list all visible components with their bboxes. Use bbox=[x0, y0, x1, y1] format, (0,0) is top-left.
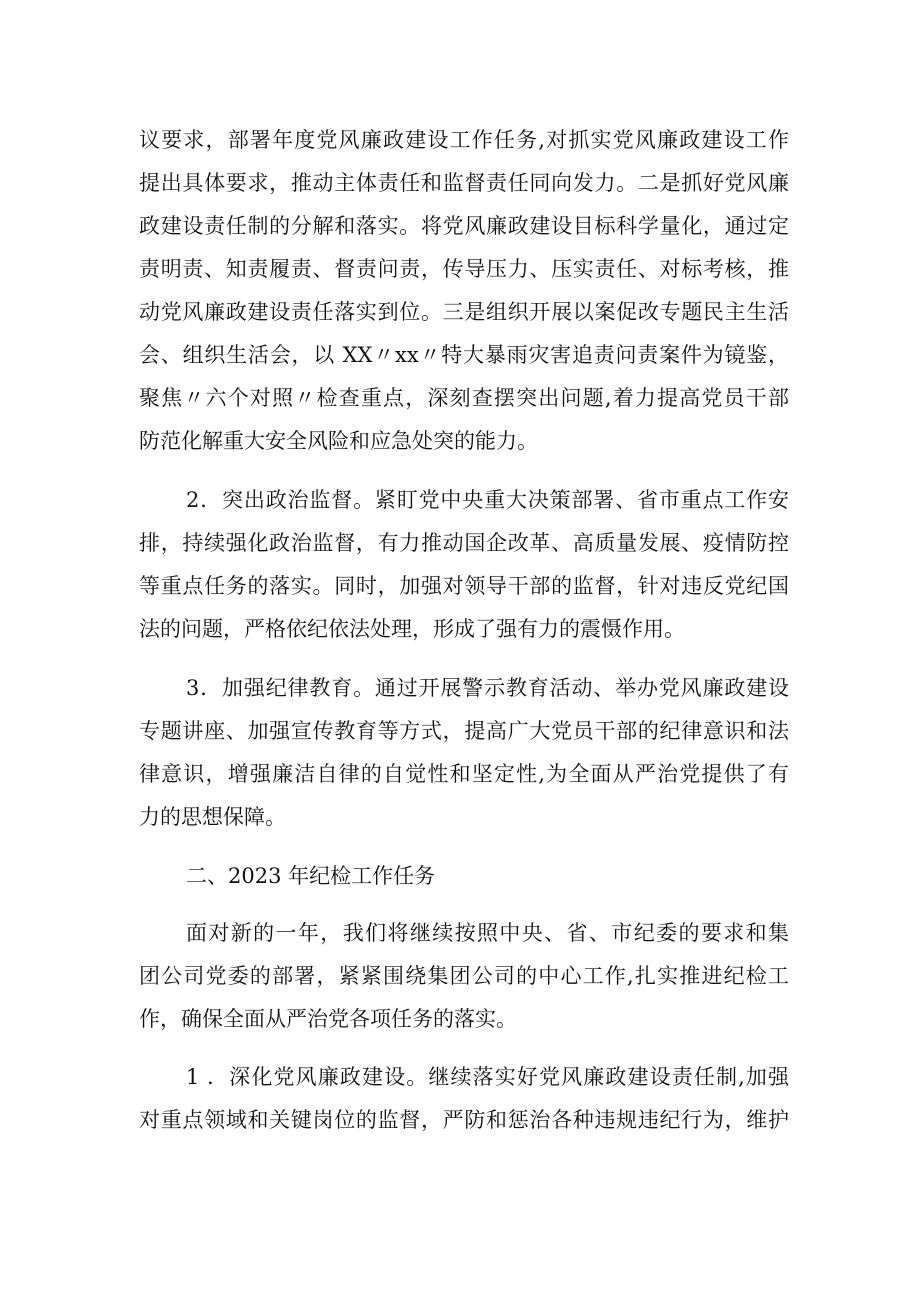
section-heading: 二、2023 年纪检工作任务 bbox=[186, 864, 436, 888]
text-line: 责明责、知责履责、督责问责，传导压力、压实责任、对标考核，推 bbox=[139, 257, 789, 281]
text-line: 等重点任务的落实。同时，加强对领导干部的监督，针对违反党纪国 bbox=[139, 574, 789, 598]
text-line: 动党风廉政建设责任落实到位。三是组织开展以案促改专题民主生活 bbox=[139, 300, 789, 324]
text-line: 提出具体要求，推动主体责任和监督责任同向发力。二是抓好党风廉 bbox=[139, 171, 789, 195]
text-line: 对重点领域和关键岗位的监督，严防和惩治各种违规违纪行为，维护 bbox=[139, 1108, 789, 1132]
text-line: 会、组织生活会，以 XX〃xx〃特大暴雨灾害追责问责案件为镜鉴， bbox=[139, 343, 789, 367]
text-line: 3．加强纪律教育。通过开展警示教育活动、举办党风廉政建设 bbox=[186, 676, 789, 700]
text-line: 面对新的一年，我们将继续按照中央、省、市纪委的要求和集 bbox=[186, 921, 789, 945]
text-line: 排，持续强化政治监督，有力推动国企改革、高质量发展、疫情防控 bbox=[139, 531, 789, 555]
text-line: 2．突出政治监督。紧盯党中央重大决策部署、省市重点工作安 bbox=[186, 488, 789, 512]
text-line: 团公司党委的部署，紧紧围绕集团公司的中心工作,扎实推进纪检工 bbox=[139, 964, 789, 988]
text-line: 作，确保全面从严治党各项任务的落实。 bbox=[139, 1007, 517, 1031]
text-line: 政建设责任制的分解和落实。将党风廉政建设目标科学量化，通过定 bbox=[139, 214, 789, 238]
text-line: 专题讲座、加强宣传教育等方式，提高广大党员干部的纪律意识和法 bbox=[139, 719, 789, 743]
text-line: 聚焦〃六个对照〃检查重点，深刻查摆突出问题,着力提高党员干部 bbox=[139, 386, 789, 410]
text-line: 议要求，部署年度党风廉政建设工作任务,对抓实党风廉政建设工作 bbox=[139, 128, 789, 152]
text-line: 法的问题，严格依纪依法处理，形成了强有力的震慑作用。 bbox=[139, 617, 685, 641]
text-line: 1 ．深化党风廉政建设。继续落实好党风廉政建设责任制,加强 bbox=[186, 1065, 789, 1089]
text-line: 力的思想保障。 bbox=[139, 805, 286, 829]
text-line: 防范化解重大安全风险和应急处突的能力。 bbox=[139, 429, 538, 453]
text-line: 律意识，增强廉洁自律的自觉性和坚定性,为全面从严治党提供了有 bbox=[139, 762, 789, 786]
